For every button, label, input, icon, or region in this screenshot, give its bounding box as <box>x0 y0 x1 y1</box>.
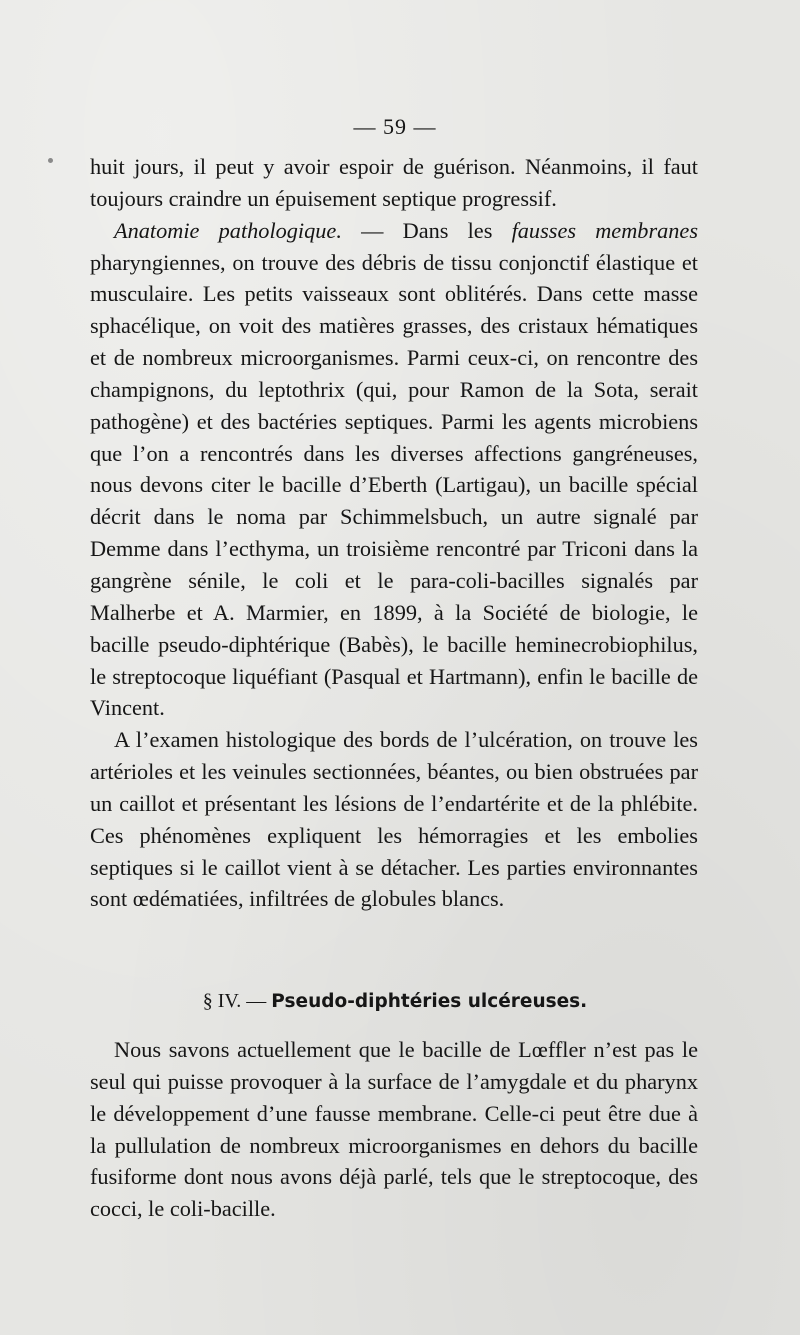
paragraph-continuation: huit jours, il peut y avoir espoir de guérison. Néanmoins, il faut toujours craindre un épuisement septique progressif. <box>90 154 698 211</box>
paragraph-examen: A l’examen histologique des bords de l’ulcération, on trouve les artérioles et les veinules sectionnées, béantes, ou bien obstruées par un caillot et présentant les lésions de l’endartérite et de la phlébite. Ces phénomènes expliquent les hémorragies et les embolies septiques si le caillot vient à se détacher. Les parties environnantes sont œdématiées, infiltrées de globules blancs. <box>90 727 698 912</box>
text-block-top <box>90 151 698 915</box>
paragraph-anatomie-body: pharyngiennes, on trouve des débris de tissu conjonctif élastique et musculaire. Les petits vaisseaux sont oblitérés. Dans cette masse sphacélique, on voit des matières grasses, des cristaux hématiques et de nombreux microorganismes. Parmi ceux-ci, on rencontre des champignons, du leptothrix (qui, pour Ramon de la Sota, serait pathogène) et des bactéries septiques. Parmi les agents microbiens que l’on a rencontrés dans les diverses affections gangréneuses, nous devons citer le bacille d’Eberth (Lartigau), un bacille spécial décrit dans le noma par Schimmelsbuch, un autre signalé par Demme dans l’ecthyma, un troisième rencontré par Triconi dans la gangrène sénile, le coli et le para-coli-bacilles signalés par Malherbe et A. Marmier, en 1899, à la Société de biologie, le bacille pseudo-diphtérique (Babès), le bacille heminecrobiophilus, le streptocoque liquéfiant (Pasqual et Hartmann), enfin le bacille de Vincent. <box>90 249 698 721</box>
text-block-bottom <box>90 1034 698 1225</box>
section-number: § IV. — <box>202 990 272 1012</box>
page-speck <box>48 158 53 163</box>
section-title: Pseudo-diphtéries ulcéreuses. <box>271 991 588 1012</box>
page-number: — 59 — <box>353 114 437 139</box>
paragraph-title-italic: Anatomie pathologique. <box>114 217 342 243</box>
paragraph-loeffler: Nous savons actuellement que le bacille de Lœffler n’est pas le seul qui puisse provoquer à la surface de l’amygdale et du pharynx le développement d’une fausse membrane. Celle-ci peut être due à la pullulation de nombreux microorganismes en dehors du bacille fusiforme dont nous avons déjà parlé, tels que le streptocoque, des cocci, le coli-bacille. <box>90 1037 698 1222</box>
fausses-membranes-italic: fausses membranes <box>511 217 699 243</box>
paragraph-anatomie <box>90 215 698 725</box>
section-heading <box>0 990 790 1013</box>
paragraph-dash: — Dans les <box>341 217 512 243</box>
